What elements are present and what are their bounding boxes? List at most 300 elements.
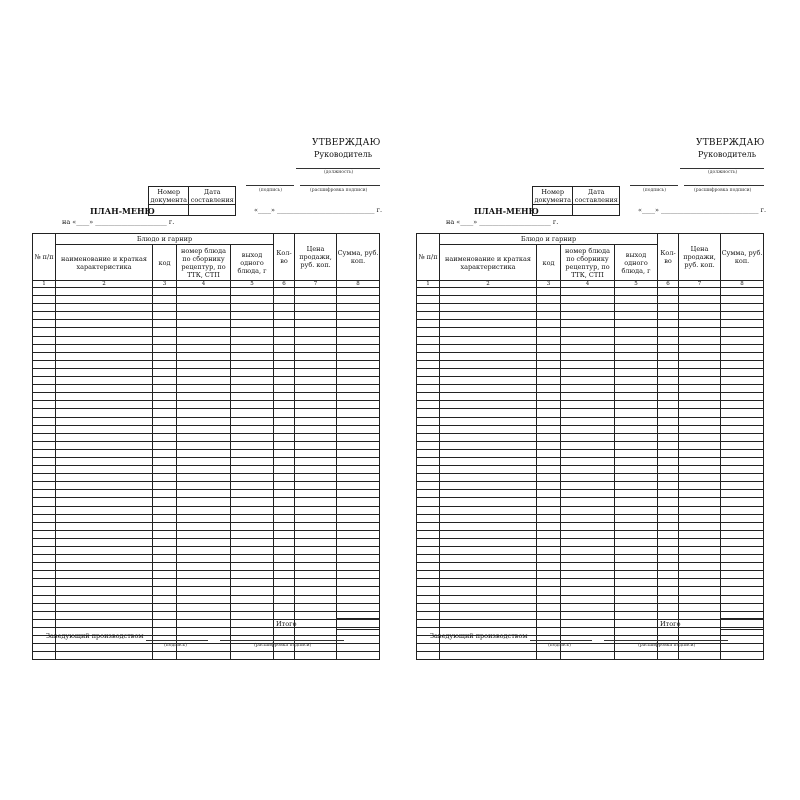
table-cell[interactable] (440, 652, 537, 660)
table-cell[interactable] (615, 474, 658, 482)
table-cell[interactable] (231, 595, 274, 603)
table-cell[interactable] (679, 368, 721, 376)
table-cell[interactable] (56, 490, 153, 498)
table-cell[interactable] (295, 482, 337, 490)
table-cell[interactable] (615, 336, 658, 344)
table-cell[interactable] (615, 530, 658, 538)
table-cell[interactable] (721, 409, 764, 417)
table-cell[interactable] (56, 320, 153, 328)
table-cell[interactable] (274, 579, 295, 587)
table-cell[interactable] (337, 563, 380, 571)
table-cell[interactable] (679, 377, 721, 385)
table-cell[interactable] (440, 482, 537, 490)
table-cell[interactable] (561, 652, 615, 660)
table-cell[interactable] (658, 393, 679, 401)
table-cell[interactable] (658, 344, 679, 352)
table-cell[interactable] (440, 296, 537, 304)
table-cell[interactable] (537, 352, 561, 360)
table-cell[interactable] (440, 619, 537, 627)
table-cell[interactable] (274, 312, 295, 320)
table-cell[interactable] (537, 401, 561, 409)
table-cell[interactable] (153, 571, 177, 579)
table-cell[interactable] (721, 498, 764, 506)
table-cell[interactable] (337, 385, 380, 393)
table-cell[interactable] (33, 336, 56, 344)
table-cell[interactable] (561, 304, 615, 312)
table-cell[interactable] (679, 409, 721, 417)
table-cell[interactable] (231, 547, 274, 555)
table-cell[interactable] (274, 514, 295, 522)
table-cell[interactable] (337, 377, 380, 385)
table-cell[interactable] (440, 368, 537, 376)
table-cell[interactable] (658, 506, 679, 514)
table-cell[interactable] (56, 644, 153, 652)
table-cell[interactable] (337, 433, 380, 441)
table-cell[interactable] (153, 417, 177, 425)
table-cell[interactable] (679, 571, 721, 579)
table-cell[interactable] (721, 288, 764, 296)
table-cell[interactable] (177, 417, 231, 425)
table-cell[interactable] (440, 352, 537, 360)
table-cell[interactable] (337, 312, 380, 320)
table-cell[interactable] (295, 393, 337, 401)
table-cell[interactable] (417, 587, 440, 595)
table-cell[interactable] (337, 393, 380, 401)
table-cell[interactable] (417, 352, 440, 360)
table-cell[interactable] (33, 449, 56, 457)
table-cell[interactable] (177, 530, 231, 538)
table-cell[interactable] (561, 393, 615, 401)
table-cell[interactable] (658, 385, 679, 393)
table-cell[interactable] (561, 619, 615, 627)
table-cell[interactable] (153, 490, 177, 498)
table-cell[interactable] (561, 409, 615, 417)
table-cell[interactable] (56, 619, 153, 627)
table-cell[interactable] (231, 457, 274, 465)
table-cell[interactable] (33, 304, 56, 312)
table-cell[interactable] (537, 530, 561, 538)
table-cell[interactable] (615, 579, 658, 587)
table-cell[interactable] (615, 506, 658, 514)
table-cell[interactable] (177, 474, 231, 482)
table-cell[interactable] (721, 482, 764, 490)
table-cell[interactable] (561, 377, 615, 385)
table-cell[interactable] (274, 522, 295, 530)
table-cell[interactable] (537, 344, 561, 352)
table-cell[interactable] (153, 619, 177, 627)
table-cell[interactable] (231, 522, 274, 530)
table-cell[interactable] (658, 611, 679, 619)
table-cell[interactable] (231, 368, 274, 376)
table-cell[interactable] (274, 328, 295, 336)
table-cell[interactable] (337, 579, 380, 587)
table-cell[interactable] (33, 393, 56, 401)
table-cell[interactable] (177, 312, 231, 320)
table-cell[interactable] (417, 555, 440, 563)
table-cell[interactable] (231, 449, 274, 457)
table-cell[interactable] (537, 417, 561, 425)
table-cell[interactable] (56, 344, 153, 352)
table-cell[interactable] (417, 530, 440, 538)
table-cell[interactable] (295, 498, 337, 506)
table-cell[interactable] (721, 514, 764, 522)
table-cell[interactable] (537, 611, 561, 619)
table-cell[interactable] (56, 498, 153, 506)
table-cell[interactable] (231, 360, 274, 368)
table-cell[interactable] (658, 522, 679, 530)
table-cell[interactable] (56, 466, 153, 474)
table-cell[interactable] (337, 296, 380, 304)
table-cell[interactable] (33, 652, 56, 660)
table-cell[interactable] (417, 401, 440, 409)
table-cell[interactable] (537, 304, 561, 312)
table-cell[interactable] (679, 627, 721, 635)
table-cell[interactable] (440, 490, 537, 498)
table-cell[interactable] (177, 377, 231, 385)
table-cell[interactable] (440, 466, 537, 474)
table-cell[interactable] (33, 611, 56, 619)
table-cell[interactable] (337, 449, 380, 457)
table-cell[interactable] (56, 368, 153, 376)
table-cell[interactable] (153, 393, 177, 401)
table-cell[interactable] (561, 530, 615, 538)
table-cell[interactable] (658, 377, 679, 385)
table-cell[interactable] (537, 555, 561, 563)
table-cell[interactable] (440, 328, 537, 336)
table-cell[interactable] (561, 595, 615, 603)
table-cell[interactable] (295, 579, 337, 587)
table-cell[interactable] (679, 352, 721, 360)
table-cell[interactable] (153, 385, 177, 393)
table-cell[interactable] (295, 603, 337, 611)
table-cell[interactable] (417, 652, 440, 660)
table-cell[interactable] (177, 603, 231, 611)
table-cell[interactable] (440, 603, 537, 611)
table-cell[interactable] (537, 563, 561, 571)
table-cell[interactable] (615, 393, 658, 401)
table-cell[interactable] (153, 288, 177, 296)
table-cell[interactable] (231, 377, 274, 385)
table-cell[interactable] (56, 417, 153, 425)
table-cell[interactable] (295, 490, 337, 498)
table-cell[interactable] (537, 652, 561, 660)
table-cell[interactable] (56, 360, 153, 368)
table-cell[interactable] (440, 530, 537, 538)
table-cell[interactable] (615, 538, 658, 546)
table-cell[interactable] (337, 587, 380, 595)
table-cell[interactable] (615, 360, 658, 368)
table-cell[interactable] (561, 514, 615, 522)
table-cell[interactable] (337, 514, 380, 522)
table-cell[interactable] (295, 587, 337, 595)
table-cell[interactable] (274, 587, 295, 595)
table-cell[interactable] (561, 627, 615, 635)
table-cell[interactable] (231, 328, 274, 336)
table-cell[interactable] (537, 482, 561, 490)
table-cell[interactable] (679, 538, 721, 546)
table-cell[interactable] (153, 474, 177, 482)
table-cell[interactable] (153, 441, 177, 449)
table-cell[interactable] (177, 506, 231, 514)
table-cell[interactable] (33, 619, 56, 627)
table-cell[interactable] (56, 288, 153, 296)
table-cell[interactable] (337, 555, 380, 563)
table-cell[interactable] (615, 288, 658, 296)
table-cell[interactable] (295, 530, 337, 538)
table-cell[interactable] (417, 344, 440, 352)
table-cell[interactable] (177, 652, 231, 660)
table-cell[interactable] (274, 409, 295, 417)
table-cell[interactable] (337, 360, 380, 368)
table-cell[interactable] (337, 490, 380, 498)
table-cell[interactable] (440, 522, 537, 530)
table-cell[interactable] (721, 336, 764, 344)
table-cell[interactable] (33, 312, 56, 320)
table-cell[interactable] (33, 595, 56, 603)
table-cell[interactable] (440, 449, 537, 457)
table-cell[interactable] (231, 296, 274, 304)
table-cell[interactable] (274, 466, 295, 474)
table-cell[interactable] (721, 506, 764, 514)
table-cell[interactable] (658, 555, 679, 563)
table-cell[interactable] (177, 571, 231, 579)
table-cell[interactable] (537, 296, 561, 304)
table-cell[interactable] (231, 320, 274, 328)
table-cell[interactable] (537, 466, 561, 474)
table-cell[interactable] (56, 555, 153, 563)
table-cell[interactable] (679, 385, 721, 393)
table-cell[interactable] (274, 563, 295, 571)
table-cell[interactable] (417, 619, 440, 627)
table-cell[interactable] (537, 409, 561, 417)
table-cell[interactable] (295, 595, 337, 603)
table-cell[interactable] (153, 506, 177, 514)
total-field[interactable] (336, 618, 380, 630)
table-cell[interactable] (274, 320, 295, 328)
table-cell[interactable] (679, 360, 721, 368)
table-cell[interactable] (537, 328, 561, 336)
table-cell[interactable] (33, 482, 56, 490)
table-cell[interactable] (561, 449, 615, 457)
table-cell[interactable] (56, 328, 153, 336)
table-cell[interactable] (274, 457, 295, 465)
table-cell[interactable] (295, 352, 337, 360)
table-cell[interactable] (177, 336, 231, 344)
table-cell[interactable] (337, 466, 380, 474)
table-cell[interactable] (440, 514, 537, 522)
table-cell[interactable] (679, 328, 721, 336)
table-cell[interactable] (231, 611, 274, 619)
table-cell[interactable] (417, 644, 440, 652)
table-cell[interactable] (615, 587, 658, 595)
table-cell[interactable] (337, 522, 380, 530)
table-cell[interactable] (274, 627, 295, 635)
table-cell[interactable] (153, 587, 177, 595)
table-cell[interactable] (177, 611, 231, 619)
table-cell[interactable] (295, 312, 337, 320)
table-cell[interactable] (33, 344, 56, 352)
table-cell[interactable] (56, 652, 153, 660)
table-cell[interactable] (231, 498, 274, 506)
table-cell[interactable] (274, 482, 295, 490)
table-cell[interactable] (417, 514, 440, 522)
table-cell[interactable] (417, 563, 440, 571)
total-field[interactable] (720, 618, 764, 630)
table-cell[interactable] (56, 603, 153, 611)
table-cell[interactable] (56, 506, 153, 514)
table-cell[interactable] (231, 312, 274, 320)
table-cell[interactable] (177, 514, 231, 522)
table-cell[interactable] (153, 563, 177, 571)
table-cell[interactable] (56, 571, 153, 579)
table-cell[interactable] (721, 571, 764, 579)
table-cell[interactable] (153, 547, 177, 555)
table-cell[interactable] (679, 344, 721, 352)
table-cell[interactable] (295, 441, 337, 449)
table-cell[interactable] (177, 619, 231, 627)
table-cell[interactable] (615, 457, 658, 465)
table-cell[interactable] (417, 595, 440, 603)
table-cell[interactable] (561, 506, 615, 514)
table-cell[interactable] (417, 474, 440, 482)
table-cell[interactable] (561, 417, 615, 425)
table-cell[interactable] (537, 627, 561, 635)
table-cell[interactable] (56, 352, 153, 360)
table-cell[interactable] (658, 482, 679, 490)
table-cell[interactable] (153, 611, 177, 619)
table-cell[interactable] (721, 401, 764, 409)
table-cell[interactable] (679, 506, 721, 514)
table-cell[interactable] (33, 296, 56, 304)
table-cell[interactable] (721, 320, 764, 328)
table-cell[interactable] (440, 377, 537, 385)
table-cell[interactable] (561, 579, 615, 587)
table-cell[interactable] (177, 522, 231, 530)
table-cell[interactable] (153, 482, 177, 490)
table-cell[interactable] (295, 385, 337, 393)
table-cell[interactable] (177, 547, 231, 555)
table-cell[interactable] (721, 360, 764, 368)
table-cell[interactable] (177, 498, 231, 506)
table-cell[interactable] (658, 401, 679, 409)
table-cell[interactable] (440, 506, 537, 514)
table-cell[interactable] (679, 530, 721, 538)
table-cell[interactable] (537, 514, 561, 522)
table-cell[interactable] (417, 538, 440, 546)
table-cell[interactable] (56, 401, 153, 409)
table-cell[interactable] (177, 393, 231, 401)
table-cell[interactable] (337, 547, 380, 555)
table-cell[interactable] (295, 360, 337, 368)
table-cell[interactable] (440, 425, 537, 433)
table-cell[interactable] (679, 288, 721, 296)
table-cell[interactable] (721, 393, 764, 401)
table-cell[interactable] (153, 304, 177, 312)
table-cell[interactable] (337, 417, 380, 425)
table-cell[interactable] (56, 514, 153, 522)
table-cell[interactable] (417, 579, 440, 587)
table-cell[interactable] (537, 312, 561, 320)
table-cell[interactable] (658, 304, 679, 312)
table-cell[interactable] (153, 522, 177, 530)
table-cell[interactable] (337, 457, 380, 465)
table-cell[interactable] (153, 595, 177, 603)
table-cell[interactable] (33, 587, 56, 595)
table-cell[interactable] (721, 296, 764, 304)
table-cell[interactable] (440, 498, 537, 506)
table-cell[interactable] (56, 377, 153, 385)
table-cell[interactable] (274, 368, 295, 376)
table-cell[interactable] (177, 288, 231, 296)
table-cell[interactable] (537, 320, 561, 328)
table-cell[interactable] (615, 377, 658, 385)
table-cell[interactable] (615, 344, 658, 352)
table-cell[interactable] (177, 595, 231, 603)
table-cell[interactable] (615, 563, 658, 571)
table-cell[interactable] (417, 393, 440, 401)
table-cell[interactable] (231, 433, 274, 441)
table-cell[interactable] (721, 433, 764, 441)
table-cell[interactable] (33, 522, 56, 530)
table-cell[interactable] (615, 555, 658, 563)
table-cell[interactable] (440, 312, 537, 320)
table-cell[interactable] (561, 352, 615, 360)
table-cell[interactable] (417, 320, 440, 328)
table-cell[interactable] (33, 417, 56, 425)
table-cell[interactable] (177, 352, 231, 360)
table-cell[interactable] (153, 579, 177, 587)
table-cell[interactable] (417, 457, 440, 465)
table-cell[interactable] (615, 498, 658, 506)
table-cell[interactable] (33, 352, 56, 360)
table-cell[interactable] (417, 449, 440, 457)
table-cell[interactable] (56, 449, 153, 457)
table-cell[interactable] (615, 385, 658, 393)
table-cell[interactable] (177, 304, 231, 312)
table-cell[interactable] (658, 547, 679, 555)
table-cell[interactable] (679, 514, 721, 522)
table-cell[interactable] (721, 490, 764, 498)
table-cell[interactable] (231, 425, 274, 433)
table-cell[interactable] (615, 433, 658, 441)
table-cell[interactable] (679, 547, 721, 555)
table-cell[interactable] (658, 328, 679, 336)
table-cell[interactable] (537, 377, 561, 385)
table-cell[interactable] (561, 474, 615, 482)
table-cell[interactable] (337, 288, 380, 296)
table-cell[interactable] (33, 409, 56, 417)
table-cell[interactable] (440, 611, 537, 619)
table-cell[interactable] (33, 506, 56, 514)
table-cell[interactable] (56, 312, 153, 320)
table-cell[interactable] (615, 312, 658, 320)
table-cell[interactable] (295, 425, 337, 433)
table-cell[interactable] (33, 377, 56, 385)
table-cell[interactable] (33, 579, 56, 587)
table-cell[interactable] (56, 409, 153, 417)
table-cell[interactable] (440, 393, 537, 401)
table-cell[interactable] (177, 401, 231, 409)
table-cell[interactable] (615, 304, 658, 312)
table-cell[interactable] (721, 474, 764, 482)
table-cell[interactable] (658, 409, 679, 417)
table-cell[interactable] (679, 466, 721, 474)
table-cell[interactable] (33, 457, 56, 465)
table-cell[interactable] (295, 627, 337, 635)
table-cell[interactable] (177, 320, 231, 328)
table-cell[interactable] (615, 352, 658, 360)
table-cell[interactable] (615, 611, 658, 619)
